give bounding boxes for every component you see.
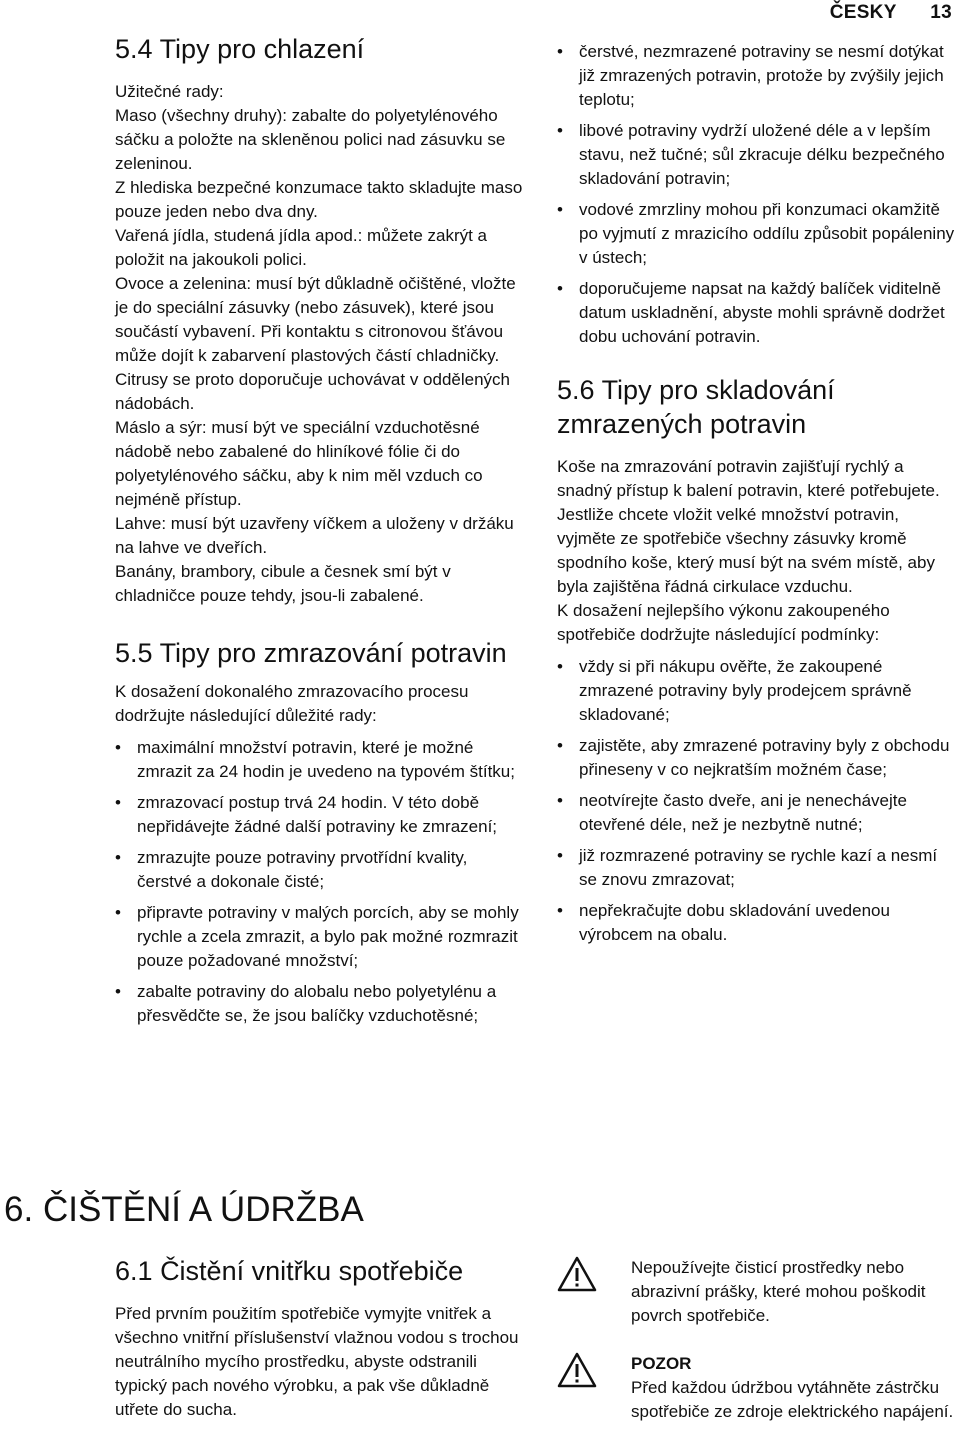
page-number: 13 (930, 2, 952, 23)
paragraph: Koše na zmrazování potravin zajišťují rychlý a snadný přístup k balení potravin, které potřebujete. Jestliže chcete vložit velké množství potravin, vyjměte ze spotřebiče všechny zásuvky kromě spodního koše, který musí být na svém místě, aby byla zajištěna řádná cirkulace vzduchu. (557, 457, 940, 596)
storage-tips-list (557, 655, 957, 947)
warning-triangle-icon (557, 1256, 597, 1292)
section-6-1-title: 6.1 Čistění vnitřku spotřebiče (115, 1256, 464, 1286)
list-item: • libové potraviny vydrží uložené déle a v lepším stavu, než tučné; sůl zkracuje délku bezpečného skladování potravin; (557, 119, 957, 191)
paragraph: Z hlediska bezpečné konzumace takto skladujte maso pouze jeden nebo dva dny. (115, 178, 523, 221)
paragraph: Maso (všechny druhy): zabalte do polyetylénového sáčku a položte na skleněnou polici nad zásuvku se zeleninou. (115, 106, 506, 173)
list-item: • vždy si při nákupu ověřte, že zakoupené zmrazené potraviny byly prodejcem správně skladované; (557, 655, 957, 727)
warning-triangle-icon (557, 1352, 597, 1388)
list-item: • nepřekračujte dobu skladování uvedenou výrobcem na obalu. (557, 899, 957, 947)
freezing-tips-list (115, 736, 525, 1028)
section-5-6-title: 5.6 Tipy pro skladování zmrazených potravin (557, 375, 835, 439)
list-item: • neotvírejte často dveře, ani je nenechávejte otevřené déle, než je nezbytně nutné; (557, 789, 957, 837)
left-column (115, 32, 525, 1035)
paragraph: Ovoce a zelenina: musí být důkladně očištěné, vložte je do speciální zásuvky (nebo zásuvek), které jsou součástí vybavení. Při kontaktu s citronovou šťávou může dojít k zabarvení plastových částí chladničky. Citrusy se proto doporučuje uchovávat v oddělených nádobách. (115, 274, 516, 413)
paragraph: K dosažení nejlepšího výkonu zakoupeného spotřebiče dodržujte následující podmínky: (557, 601, 890, 644)
paragraph: Máslo a sýr: musí být ve speciální vzduchotěsné nádobě nebo zabalené do hliníkové fólie či do polyetylénového sáčku, aby k nim měl vzduch co nejméně přístup. (115, 418, 483, 509)
list-item: • zajistěte, aby zmrazené potraviny byly z obchodu přineseny v co nejkratším možném čase; (557, 734, 957, 782)
list-item: • připravte potraviny v malých porcích, aby se mohly rychle a zcela zmrazit, a bylo pak možné rozmrazit pouze požadované množství; (115, 901, 525, 973)
list-item: • již rozmrazené potraviny se rychle kazí a nesmí se znovu zmrazovat; (557, 844, 957, 892)
paragraph: Lahve: musí být uzavřeny víčkem a uloženy v držáku na lahve ve dveřích. (115, 514, 514, 557)
list-item: • maximální množství potravin, které je možné zmrazit za 24 hodin je uvedeno na typovém štítku; (115, 736, 525, 784)
section-5-5-title: 5.5 Tipy pro zmrazování potravin (115, 638, 507, 668)
warning-text: Nepoužívejte čisticí prostředky nebo abrazivní prášky, které mohou poškodit povrch spotřebiče. (631, 1258, 926, 1325)
list-item: • vodové zmrzliny mohou při konzumaci okamžitě po vyjmutí z mrazicího oddílu způsobit popáleniny v ústech; (557, 198, 957, 270)
right-column (557, 40, 957, 954)
section-6-1 (115, 1254, 525, 1422)
list-item: • zabalte potraviny do alobalu nebo polyetylénu a přesvědčte se, že jsou balíčky vzduchotěsné; (115, 980, 525, 1028)
paragraph: Před prvním použitím spotřebiče vymyjte vnitřek a všechno vnitřní příslušenství vlažnou vodou s trochou neutrálního mycího prostředku, abyste odstranili typický pach nového výrobku, a pak vše důkladně utřete do sucha. (115, 1304, 519, 1419)
list-item: • zmrazovací postup trvá 24 hodin. V této době nepřidávejte žádné další potraviny ke zmrazení; (115, 791, 525, 839)
list-item: • zmrazujte pouze potraviny prvotřídní kvality, čerstvé a dokonale čisté; (115, 846, 525, 894)
chapter-6-title: 6. ČIŠTĚNÍ A ÚDRŽBA (4, 1190, 364, 1229)
warning-title: POZOR (631, 1354, 692, 1373)
language-label: ČESKY (829, 2, 897, 23)
paragraph: Banány, brambory, cibule a česnek smí být v chladničce pouze tehdy, jsou-li zabalené. (115, 562, 451, 605)
list-item: • čerstvé, nezmrazené potraviny se nesmí dotýkat již zmrazených potravin, protože by zvýšily jejich teplotu; (557, 40, 957, 112)
warning-text: POZOR Před každou údržbou vytáhněte zástrčku spotřebiče ze zdroje elektrického napájení. (631, 1352, 960, 1424)
paragraph: Vařená jídla, studená jídla apod.: můžete zakrýt a položit na jakoukoli polici. (115, 226, 488, 269)
page-header (830, 2, 952, 24)
list-item: • doporučujeme napsat na každý balíček viditelně datum uskladnění, abyste mohli správně dodržet dobu uchování potravin. (557, 277, 957, 349)
section-5-4-title: 5.4 Tipy pro chlazení (115, 34, 365, 64)
paragraph: Užitečné rady: (115, 82, 224, 101)
freezing-tips-list-continued (557, 40, 957, 349)
paragraph: K dosažení dokonalého zmrazovacího procesu dodržujte následující důležité rady: (115, 682, 469, 725)
